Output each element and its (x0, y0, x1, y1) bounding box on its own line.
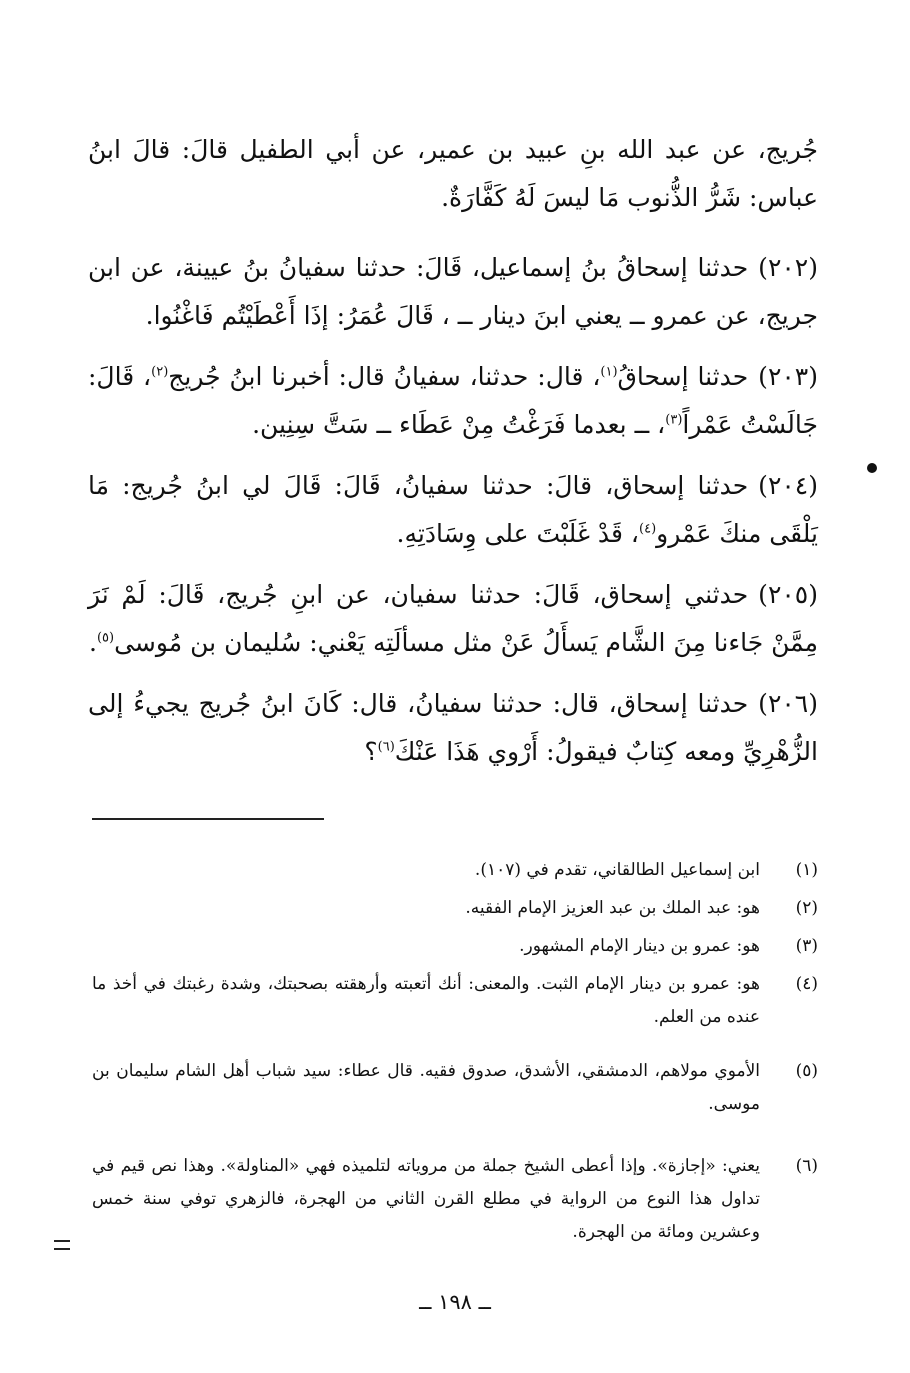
footnote-text: هو: عمرو بن دينار الإمام الثبت. والمعنى: أنك أتعبته وأرهقته بصحبتك، وشدة رغبتك في أخذ ما عنده من العلم. (92, 974, 760, 1027)
entry-text: حدثنا إسحاق، قالَ: حدثنا سفيانُ، قَالَ: قَالَ لي ابنُ جُريج: مَا يَلْقَى منكَ عَمْرو (88, 471, 818, 548)
footnote-2 (92, 892, 818, 925)
footnote-text: يعني: «إجازة». وإذا أعطى الشيخ جملة من مروياته لتلميذه فهي «المناولة». وهذا نص قيم في تداول هذا النوع من الرواية في مطلع القرن الثاني من الهجرة، فالزهري توفي سنة خمس وعشرين ومائة من الهجرة. (92, 1156, 760, 1242)
footnote-text: الأموي مولاهم، الدمشقي، الأشدق، صدوق فقيه. قال عطاء: سيد شباب أهل الشام سليمان بن موسى. (92, 1061, 760, 1114)
footnote-4 (92, 968, 818, 1034)
footnote-number: (٥) (795, 1061, 818, 1081)
footnote-text: هو: عبد الملك بن عبد العزيز الإمام الفقيه. (465, 898, 760, 918)
entry-text: ، ــ بعدما فَرَغْتُ مِنْ عَطَاء ــ سَتَّ سِنِين. (252, 410, 666, 439)
footnote-number: (٣) (795, 936, 818, 956)
footnote-text: ابن إسماعيل الطالقاني، تقدم في (١٠٧). (474, 860, 760, 880)
entry-text: حدثنا إسحاقُ (617, 362, 749, 391)
entry-text: حدثني إسحاق، قَالَ: حدثنا سفيان، عن ابنِ جُريج، قَالَ: لَمْ نَرَ مِمَّنْ جَاءنا مِنَ الشَّام يَسأَلُ عَنْ مثل مسألَتِه يَعْني: سُليمان بن مُوسى (88, 580, 818, 657)
entry-number: (٢٠٤) (758, 471, 818, 500)
entry-text: حدثنا إسحاقُ بنُ إسماعيل، قَالَ: حدثنا سفيانُ بنُ عيينة، عن ابن جريج، عن عمرو ــ يعني ابنَ دينار ــ ، قَالَ عُمَرُ: إذَا أَعْطَيْتُم فَاغْنُوا. (88, 253, 818, 330)
hadith-entry-205 (88, 571, 818, 667)
entry-text: ، قَالَ: جَالَسْتُ عَمْراً (88, 362, 818, 439)
footnote-text: هو: عمرو بن دينار الإمام المشهور. (519, 936, 760, 956)
footnote-number: (٢) (795, 898, 818, 918)
entry-text: . (89, 628, 97, 657)
hadith-entry-203 (88, 353, 818, 449)
footnote-ref: (٥) (96, 630, 115, 646)
hadith-entry-204 (88, 462, 818, 558)
entry-text: جُريج، عن عبد الله بنِ عبيد بن عمير، عن أبي الطفيل قالَ: قالَ ابنُ عباس: شَرُّ الذُّنوب مَا ليسَ لَهُ كَفَّارَةٌ. (88, 135, 818, 212)
footnote-ref: (٢) (151, 364, 169, 380)
page-number: ــ ١٩٨ ــ (419, 1290, 491, 1314)
footnote-ref: (٤) (639, 521, 657, 537)
footnote-number: (٦) (795, 1156, 818, 1176)
margin-mark (54, 1240, 70, 1250)
hadith-entry-206 (88, 680, 818, 776)
footnote-number: (١) (795, 860, 818, 880)
footnote-separator (92, 818, 324, 820)
entry-number: (٢٠٥) (758, 580, 818, 609)
footnote-ref: (٦) (377, 739, 395, 755)
footnote-ref: (٣) (665, 412, 683, 428)
footnote-1 (92, 854, 818, 887)
entry-text: حدثنا إسحاق، قال: حدثنا سفيانُ، قال: كَانَ ابنُ جُريج يجيءُ إلى الزُّهْرِيِّ ومعه كِتابٌ فيقولُ: أَرْوي هَذَا عَنْكَ (88, 689, 818, 766)
footnote-number: (٤) (795, 974, 818, 994)
footnote-6 (92, 1150, 818, 1249)
hadith-entry-202 (88, 244, 818, 340)
entry-text: ، قال: حدثنا، سفيانُ قال: أخبرنا ابنُ جُريج (168, 362, 601, 391)
footnote-3 (92, 930, 818, 963)
margin-dot (867, 463, 877, 473)
entry-text: ؟ (364, 737, 378, 766)
entry-number: (٢٠٢) (758, 253, 818, 282)
footnote-5 (92, 1055, 818, 1121)
footnote-ref: (١) (600, 364, 618, 380)
entry-number: (٢٠٣) (758, 362, 818, 391)
entry-continuation (88, 126, 818, 222)
entry-number: (٢٠٦) (758, 689, 818, 718)
entry-text: ، قَدْ غَلَبْتَ على وِسَادَتِهِ. (396, 519, 639, 548)
